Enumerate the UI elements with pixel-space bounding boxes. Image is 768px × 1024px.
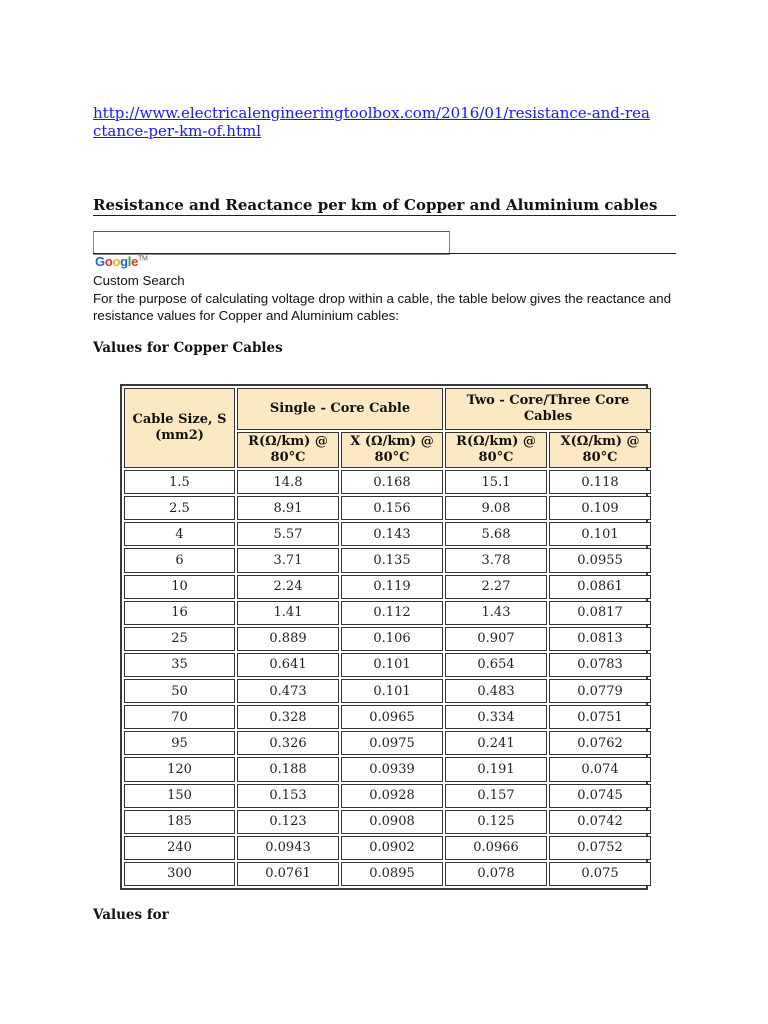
table-cell: 120: [124, 757, 235, 781]
table-cell: 0.0895: [341, 862, 443, 886]
search-input[interactable]: [93, 231, 450, 255]
table-cell: 0.654: [445, 653, 547, 677]
table-cell: 2.27: [445, 575, 547, 599]
table-row: [124, 496, 651, 520]
table-cell: 0.156: [341, 496, 443, 520]
table-cell: 0.334: [445, 705, 547, 729]
copper-section-heading: Values for Copper Cables: [93, 340, 283, 356]
table-cell: 0.0751: [549, 705, 651, 729]
table-cell: 0.0745: [549, 784, 651, 808]
next-section-heading: Values for: [93, 907, 169, 923]
table-body: [124, 470, 651, 886]
table-row: [124, 601, 651, 625]
table-cell: 8.91: [237, 496, 339, 520]
table-cell: 240: [124, 836, 235, 860]
table-row: [124, 575, 651, 599]
table-cell: 0.0939: [341, 757, 443, 781]
table-cell: 0.143: [341, 522, 443, 546]
header-x-single: X (Ω/km) @ 80°C: [341, 432, 443, 468]
table-cell: 0.078: [445, 862, 547, 886]
header-multi-core: Two - Core/Three Core Cables: [445, 388, 651, 430]
table-cell: 0.168: [341, 470, 443, 494]
table-row: [124, 548, 651, 572]
table-row: [124, 784, 651, 808]
header-single-core: Single - Core Cable: [237, 388, 443, 430]
table-cell: 15.1: [445, 470, 547, 494]
table-cell: 2.24: [237, 575, 339, 599]
header-r-single: R(Ω/km) @ 80°C: [237, 432, 339, 468]
table-row: [124, 653, 651, 677]
table-cell: 14.8: [237, 470, 339, 494]
table-cell: 0.101: [549, 522, 651, 546]
table-cell: 5.68: [445, 522, 547, 546]
table-cell: 0.0975: [341, 731, 443, 755]
table-cell: 0.0761: [237, 862, 339, 886]
table-cell: 150: [124, 784, 235, 808]
table-cell: 6: [124, 548, 235, 572]
search-divider: [93, 253, 676, 254]
table-cell: 0.112: [341, 601, 443, 625]
table-cell: 0.473: [237, 679, 339, 703]
table-cell: 0.641: [237, 653, 339, 677]
table-cell: 1.5: [124, 470, 235, 494]
table-cell: 0.074: [549, 757, 651, 781]
table-cell: 3.71: [237, 548, 339, 572]
table-cell: 0.101: [341, 653, 443, 677]
table-cell: 0.326: [237, 731, 339, 755]
table-cell: 0.0902: [341, 836, 443, 860]
table-cell: 0.075: [549, 862, 651, 886]
table-cell: 0.0955: [549, 548, 651, 572]
table-cell: 0.188: [237, 757, 339, 781]
table-cell: 0.0861: [549, 575, 651, 599]
intro-paragraph: For the purpose of calculating voltage drop within a cable, the table below gives the reactance and resistance values for Copper and Aluminium cables:: [93, 291, 672, 323]
table-row: [124, 731, 651, 755]
table-cell: 70: [124, 705, 235, 729]
table-cell: 0.483: [445, 679, 547, 703]
table-cell: 0.0752: [549, 836, 651, 860]
header-cable-size: Cable Size, S (mm2): [124, 388, 235, 468]
table-cell: 9.08: [445, 496, 547, 520]
table-cell: 0.328: [237, 705, 339, 729]
table-cell: 0.125: [445, 810, 547, 834]
table-cell: 0.191: [445, 757, 547, 781]
table-cell: 0.0762: [549, 731, 651, 755]
table-cell: 0.118: [549, 470, 651, 494]
table-row: [124, 470, 651, 494]
table-cell: 16: [124, 601, 235, 625]
table-cell: 0.907: [445, 627, 547, 651]
table-cell: 0.106: [341, 627, 443, 651]
table-cell: 0.0817: [549, 601, 651, 625]
custom-search-label: Custom Search: [93, 273, 185, 288]
source-url-link[interactable]: http://www.electricalengineeringtoolbox.com/2016/01/resistance-and-reactance-per-km-of.html: [93, 104, 650, 140]
table-cell: 0.241: [445, 731, 547, 755]
table-cell: 5.57: [237, 522, 339, 546]
page-title: Resistance and Reactance per km of Copper and Aluminium cables: [93, 195, 676, 216]
table-cell: 95: [124, 731, 235, 755]
table-row: [124, 862, 651, 886]
table-cell: 50: [124, 679, 235, 703]
table-row: [124, 757, 651, 781]
table-cell: 0.0966: [445, 836, 547, 860]
table-cell: 0.0965: [341, 705, 443, 729]
table-cell: 0.0908: [341, 810, 443, 834]
table-cell: 0.157: [445, 784, 547, 808]
table-cell: 3.78: [445, 548, 547, 572]
table-row: [124, 810, 651, 834]
table-cell: 1.43: [445, 601, 547, 625]
table-cell: 0.0742: [549, 810, 651, 834]
table-cell: 2.5: [124, 496, 235, 520]
table-cell: 0.0943: [237, 836, 339, 860]
table-cell: 10: [124, 575, 235, 599]
table-cell: 0.135: [341, 548, 443, 572]
cable-values-table: [120, 384, 648, 890]
header-x-multi: X(Ω/km) @ 80°C: [549, 432, 651, 468]
table-row: [124, 627, 651, 651]
table-cell: 0.0813: [549, 627, 651, 651]
table-cell: 0.101: [341, 679, 443, 703]
table-cell: 0.0928: [341, 784, 443, 808]
table-row: [124, 522, 651, 546]
table-cell: 0.889: [237, 627, 339, 651]
table-cell: 0.0783: [549, 653, 651, 677]
table-row: [124, 836, 651, 860]
table-cell: 0.0779: [549, 679, 651, 703]
table-cell: 185: [124, 810, 235, 834]
table-row: [124, 705, 651, 729]
table-cell: 300: [124, 862, 235, 886]
table-cell: 0.109: [549, 496, 651, 520]
table-cell: 25: [124, 627, 235, 651]
table-cell: 0.119: [341, 575, 443, 599]
table-cell: 4: [124, 522, 235, 546]
table-cell: 0.123: [237, 810, 339, 834]
table-cell: 1.41: [237, 601, 339, 625]
google-logo: Google™: [95, 254, 148, 269]
table-cell: 0.153: [237, 784, 339, 808]
table-cell: 35: [124, 653, 235, 677]
header-r-multi: R(Ω/km) @ 80°C: [445, 432, 547, 468]
table-row: [124, 679, 651, 703]
